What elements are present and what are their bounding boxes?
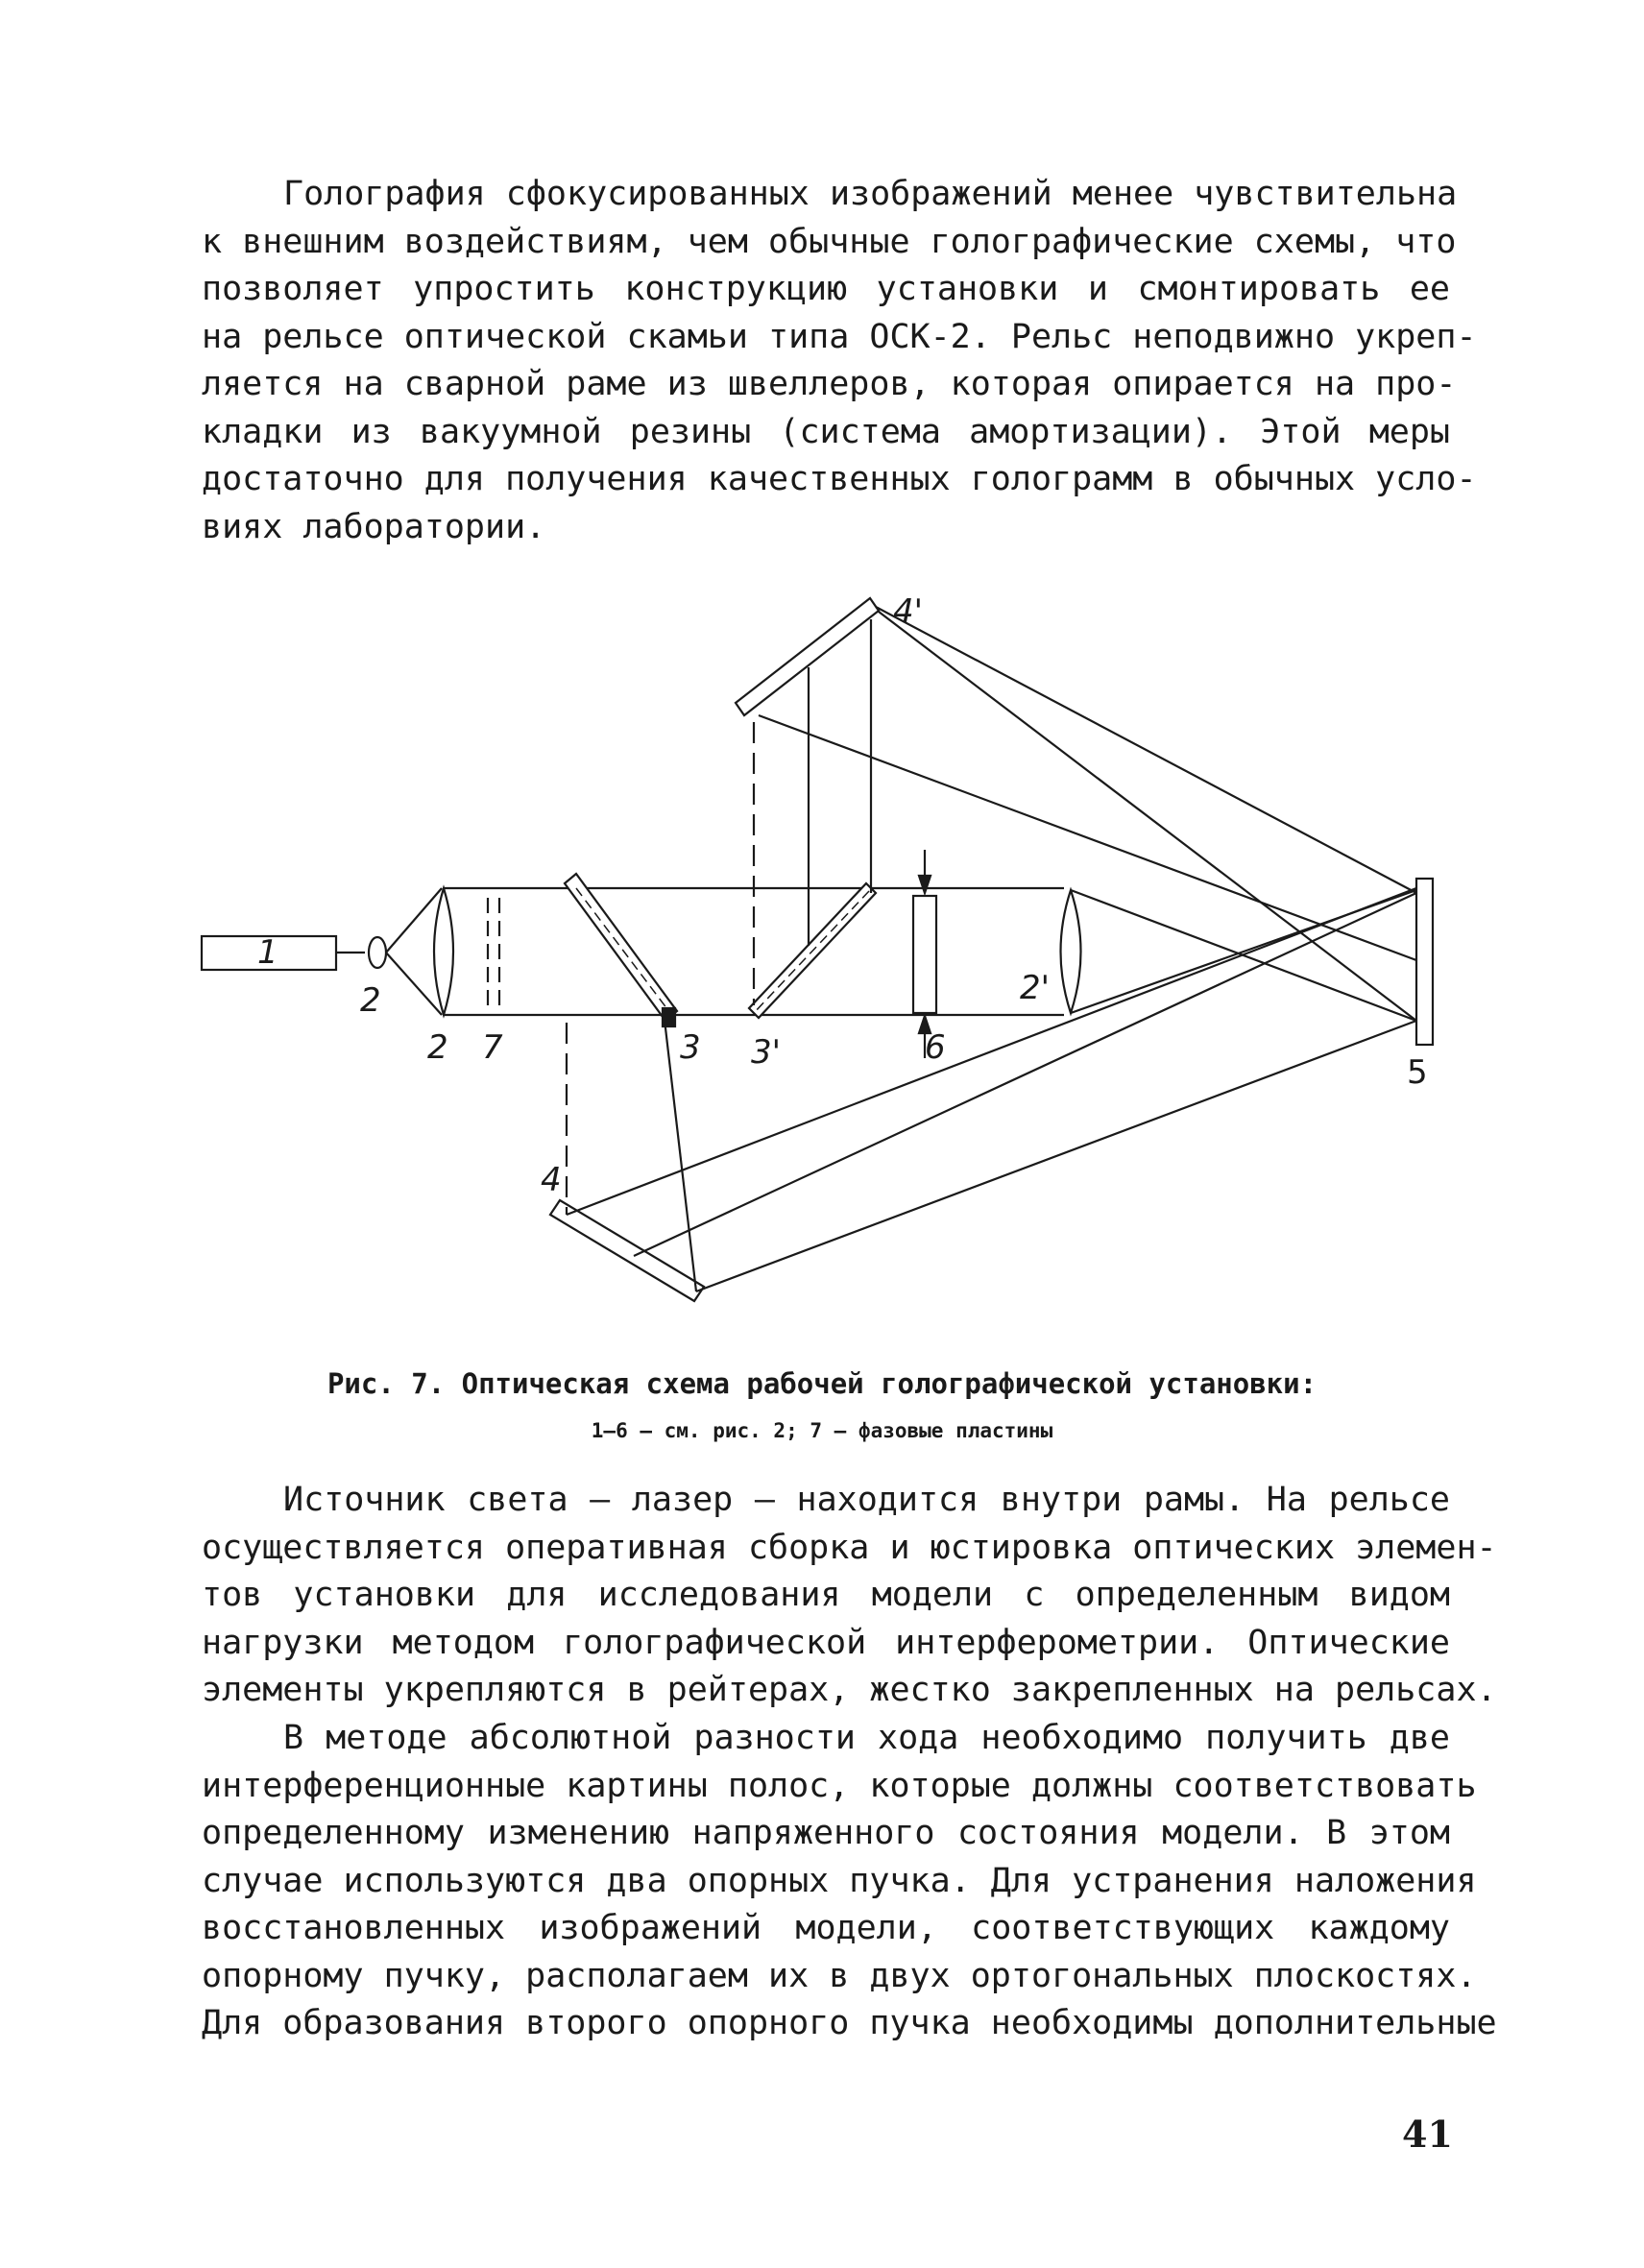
- load-arrow-top-head: [919, 876, 931, 893]
- label-screen: 5: [1407, 1053, 1428, 1092]
- beam-ray: [634, 893, 1416, 1256]
- text-line: определенному изменению напряженного состояния модели. В этом: [202, 1814, 1450, 1852]
- small-lens: [369, 937, 386, 968]
- mirror-4: [550, 1200, 704, 1301]
- model-6: [913, 896, 936, 1013]
- text-line: Источник света – лазер – находится внутри рамы. На рельсе: [283, 1481, 1450, 1519]
- text-line: элементы укрепляются в рейтерах, жестко закрепленных на рельсах.: [202, 1671, 1497, 1709]
- text-line: интерференционные картины полос, которые должны соответствовать: [202, 1766, 1477, 1805]
- text-line: случае используются два опорных пучка. Для устранения наложения: [202, 1861, 1477, 1900]
- beam-ray: [879, 612, 1416, 1021]
- page-number: 41: [1402, 2112, 1453, 2156]
- text-line: В методе абсолютной разности хода необходимо получить две: [283, 1719, 1450, 1757]
- optical-scheme-diagram: [0, 576, 1644, 1344]
- label-laser: 1: [257, 933, 278, 972]
- label-phase-plates: 7: [482, 1028, 503, 1067]
- text-line: виях лаборатории.: [202, 507, 546, 546]
- paragraph-intro: [202, 171, 1477, 551]
- text-line: позволяет упростить конструкцию установки и смонтировать ее: [202, 270, 1450, 308]
- beam-ray: [696, 1021, 1416, 1291]
- text-line: на рельсе оптической скамьи типа ОСК-2. Рельс неподвижно укреп-: [202, 317, 1477, 356]
- label-mirror-prime: 4': [893, 592, 923, 631]
- label-lens-small: 2: [360, 981, 381, 1020]
- label-lens-prime: 2': [1020, 969, 1050, 1007]
- beam-ray: [759, 715, 1416, 960]
- figure-caption-legend: 1–6 – см. рис. 2; 7 – фазовые пластины: [591, 1419, 1053, 1442]
- text-line: тов установки для исследования модели с определенным видом: [202, 1576, 1450, 1614]
- paragraph-light-source: [202, 1477, 1497, 1715]
- text-line: нагрузки методом голографической интерферометрии. Оптические: [202, 1623, 1450, 1662]
- text-line: осуществляется оперативная сборка и юстировка оптических элемен-: [202, 1528, 1497, 1567]
- lens-2-prime: [1061, 890, 1081, 1013]
- mirror-4-prime: [736, 598, 879, 715]
- label-splitter: 3: [680, 1028, 701, 1067]
- label-lens-large: 2: [427, 1028, 448, 1067]
- text-line: кладки из вакуумной резины (система амортизации). Этой меры: [202, 412, 1450, 451]
- text-line: Голография сфокусированных изображений менее чувствительна: [283, 175, 1458, 213]
- beam-ray: [876, 607, 1416, 893]
- paragraph-method: [202, 1715, 1497, 2048]
- label-mirror: 4: [541, 1161, 562, 1199]
- large-lens: [434, 888, 453, 1015]
- text-line: Для образования второго опорного пучка необходимы дополнительные: [202, 2004, 1497, 2042]
- text-line: к внешним воздействиям, чем обычные голографические схемы, что: [202, 222, 1457, 261]
- text-line: восстановленных изображений модели, соответствующих каждому: [202, 1909, 1450, 1947]
- label-model: 6: [925, 1028, 946, 1067]
- text-line: достаточно для получения качественных голограмм в обычных усло-: [202, 460, 1477, 498]
- text-line: ляется на сварной раме из швеллеров, которая опирается на про-: [202, 365, 1457, 403]
- text-line: опорному пучку, располагаем их в двух ортогональных плоскостях.: [202, 1956, 1477, 1995]
- screen-5: [1416, 879, 1433, 1045]
- figure-caption: Рис. 7. Оптическая схема рабочей голографической установки:: [326, 1367, 1318, 1400]
- label-splitter-prime: 3': [751, 1033, 781, 1072]
